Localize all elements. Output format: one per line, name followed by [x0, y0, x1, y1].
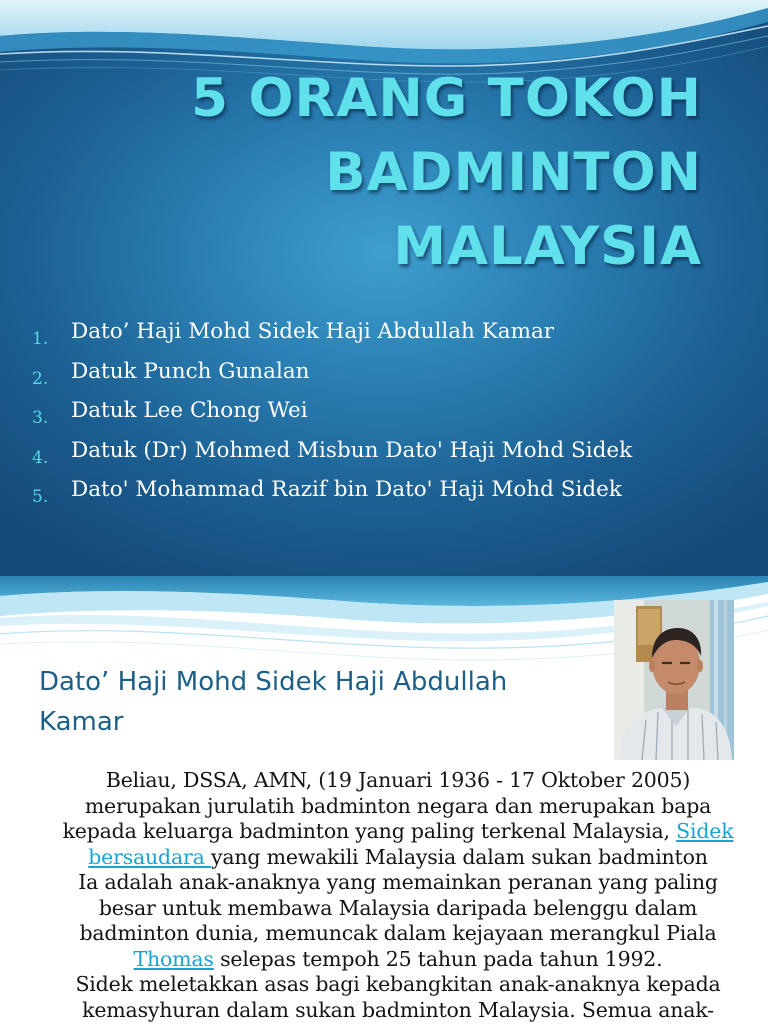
- paragraph-3: [0, 972, 768, 1023]
- text-line: besar untuk membawa Malaysia daripada belenggu dalam: [98, 895, 698, 920]
- title-line: 5 ORANG TOKOH: [191, 68, 702, 129]
- title-line: Kamar: [39, 707, 124, 737]
- list-number: 2.: [32, 368, 49, 389]
- biography-body: [0, 768, 768, 1023]
- link-thomas[interactable]: Thomas: [133, 946, 214, 971]
- title-line: Dato’ Haji Mohd Sidek Haji Abdullah: [39, 667, 508, 697]
- slide-title-heading: [191, 62, 702, 284]
- portrait-illustration: [614, 600, 734, 760]
- list-number: 5.: [32, 487, 49, 508]
- text-line: Beliau, DSSA, AMN, (19 Januari 1936 - 17 Oktober 2005): [105, 768, 691, 792]
- list-item-text: Dato’ Haji Mohd Sidek Haji Abdullah Kamar: [71, 319, 555, 344]
- text-line: badminton dunia, memuncak dalam kejayaan merangkul Piala: [79, 921, 717, 945]
- text-line: yang mewakili Malaysia dalam sukan badminton: [210, 844, 708, 869]
- list-item-text: Datuk Punch Gunalan: [71, 358, 310, 384]
- title-line: MALAYSIA: [393, 216, 702, 277]
- slide-biography: [0, 576, 768, 1024]
- link-bersaudara[interactable]: bersaudara: [88, 844, 211, 869]
- text-line: Sidek meletakkan asas bagi kebangkitan anak-anaknya kepada: [75, 972, 721, 996]
- paragraph-1: [0, 768, 768, 870]
- text-line: Ia adalah anak-anaknya yang memainkan peranan yang paling: [78, 870, 718, 894]
- list-number: 3.: [32, 408, 49, 429]
- text-line: kemasyhuran dalam sukan badminton Malaysia. Semua anak-: [82, 997, 714, 1022]
- list-item-text: Datuk Lee Chong Wei: [71, 398, 308, 424]
- link-sidek[interactable]: Sidek: [676, 819, 734, 843]
- list-number: 1.: [32, 329, 49, 349]
- title-line: BADMINTON: [325, 142, 702, 203]
- text-line: kepada keluarga badminton yang paling terkenal Malaysia,: [62, 819, 677, 843]
- text-line: selepas tempoh 25 tahun pada tahun 1992.: [213, 946, 663, 971]
- paragraph-2: [0, 870, 768, 972]
- list-item-text: Datuk (Dr) Mohmed Misbun Dato' Haji Mohd Sidek: [71, 437, 633, 463]
- list-item-text: Dato' Mohammad Razif bin Dato' Haji Mohd Sidek: [71, 477, 622, 503]
- biography-title: [39, 662, 507, 742]
- portrait-photo: [614, 600, 734, 760]
- text-line: merupakan jurulatih badminton negara dan merupakan bapa: [84, 793, 712, 818]
- list-number: 4.: [32, 447, 49, 468]
